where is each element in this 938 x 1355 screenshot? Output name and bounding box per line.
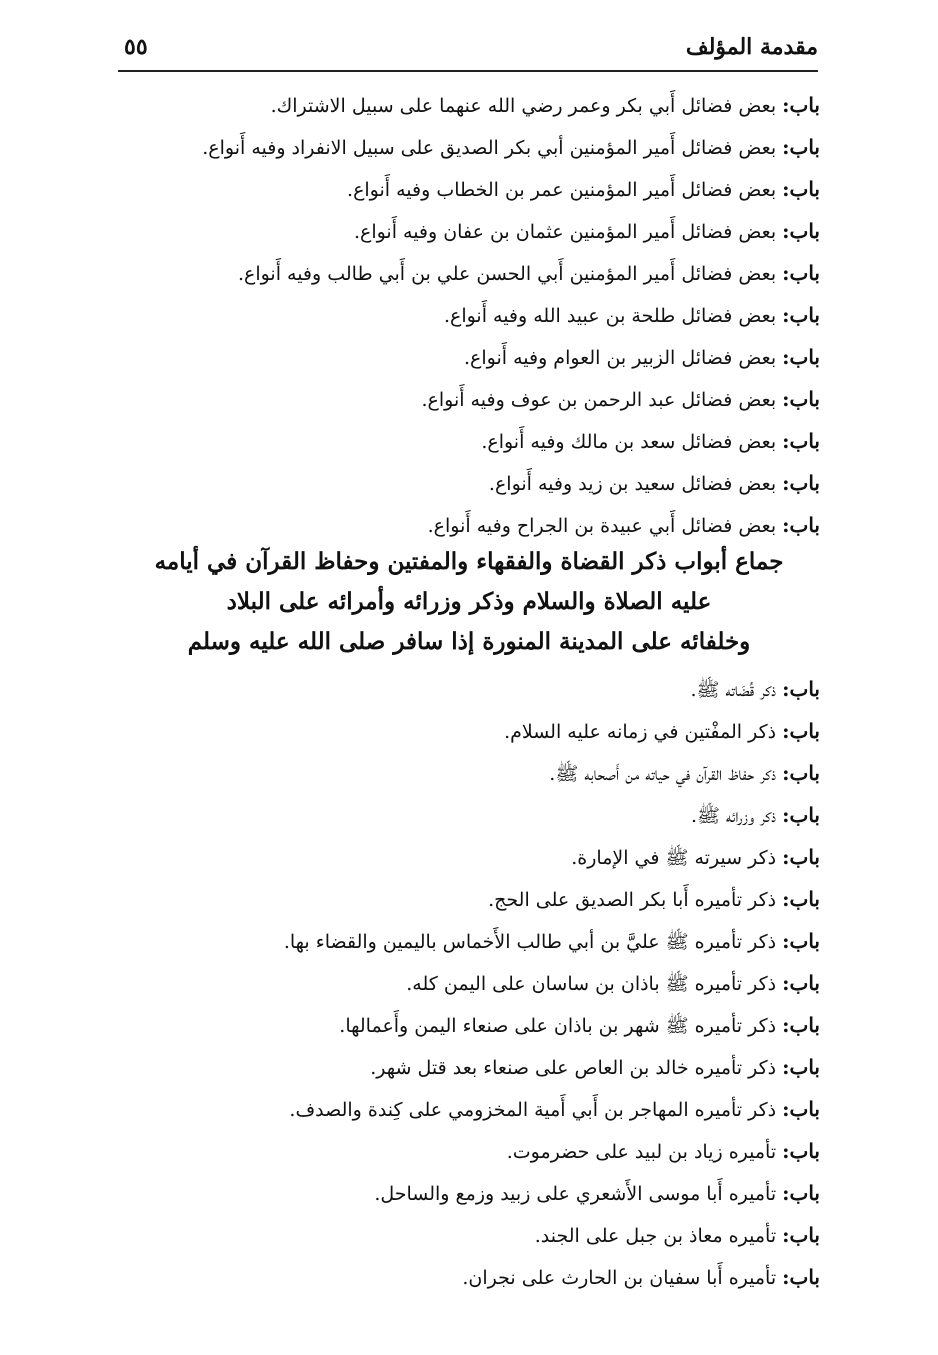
entry-text: بعض فضائل سعيد بن زيد وفيه أَنواع. (488, 473, 777, 495)
list-item (120, 126, 820, 168)
entry-label: باب: (782, 177, 820, 201)
chapter-list-virtues (120, 84, 820, 546)
list-item (120, 1004, 820, 1046)
entry-label: باب: (782, 677, 820, 701)
entry-text: تأميره زياد بن لبيد على حضرموت. (506, 1141, 777, 1163)
entry-text: بعض فضائل أَبي عبيدة بن الجراح وفيه أَنواع. (427, 515, 777, 537)
entry-text: بعض فضائل أَبي بكر وعمر رضي الله عنهما على سبيل الاشتراك. (270, 95, 777, 117)
entry-text: بعض فضائل طلحة بن عبيد الله وفيه أَنواع. (443, 305, 777, 327)
list-item (120, 462, 820, 504)
list-item (120, 962, 820, 1004)
entry-text: بعض فضائل أَمير المؤمنين أَبي الحسن علي بن أَبي طالب وفيه أَنواع. (237, 263, 777, 285)
section-heading-line: وخلفائه على المدينة المنورة إذا سافر صلى الله عليه وسلم (187, 628, 751, 655)
entry-label: باب: (782, 1139, 820, 1163)
entry-label: باب: (782, 929, 820, 953)
list-item (120, 84, 820, 126)
list-item (120, 378, 820, 420)
list-item (120, 1256, 820, 1298)
entry-text: ذكر تأميره ﷺ باذان بن ساسان على اليمن كله. (406, 973, 777, 995)
page-number: ٥٥ (124, 34, 148, 60)
entry-label: باب: (782, 719, 820, 743)
list-item (120, 1214, 820, 1256)
list-item (120, 210, 820, 252)
entry-label: باب: (782, 1223, 820, 1247)
entry-label: باب: (782, 261, 820, 285)
entry-label: باب: (782, 887, 820, 911)
list-item (120, 420, 820, 462)
entry-text: بعض فضائل أَمير المؤمنين عثمان بن عفان وفيه أَنواع. (353, 221, 777, 243)
list-item (120, 1130, 820, 1172)
entry-text: ذكر حفاظ القرآن في حياته من أَصحابه ﷺ. (549, 763, 777, 785)
entry-label: باب: (782, 471, 820, 495)
list-item (120, 878, 820, 920)
entry-text: بعض فضائل أَمير المؤمنين أبي بكر الصديق على سبيل الانفراد وفيه أَنواع. (202, 137, 777, 159)
entry-text: تأميره أَبا موسى الأَشعري على زبيد وزمع والساحل. (374, 1183, 777, 1205)
entry-text: ذكر قُضَاته ﷺ. (690, 679, 777, 701)
entry-label: باب: (782, 429, 820, 453)
entry-label: باب: (782, 513, 820, 537)
entry-text: ذكر المفْتين في زمانه عليه السلام. (504, 721, 777, 743)
running-header-title: مقدمة المؤلف (685, 34, 818, 60)
list-item (120, 794, 820, 836)
entry-label: باب: (782, 1055, 820, 1079)
page-header (118, 30, 818, 72)
list-item (120, 168, 820, 210)
section-heading (150, 542, 788, 662)
section-heading-line: عليه الصلاة والسلام وذكر وزرائه وأمرائه على البلاد (226, 588, 712, 615)
list-item (120, 294, 820, 336)
entry-text: ذكر سيرته ﷺ في الإمارة. (571, 847, 777, 869)
entry-label: باب: (782, 1013, 820, 1037)
entry-label: باب: (782, 1097, 820, 1121)
list-item (120, 336, 820, 378)
entry-text: بعض فضائل أَمير المؤمنين عمر بن الخطاب وفيه أَنواع. (347, 179, 777, 201)
list-item (120, 920, 820, 962)
entry-label: باب: (782, 387, 820, 411)
entry-label: باب: (782, 93, 820, 117)
entry-text: بعض فضائل عبد الرحمن بن عوف وفيه أَنواع. (421, 389, 777, 411)
entry-label: باب: (782, 845, 820, 869)
list-item (120, 1046, 820, 1088)
entry-label: باب: (782, 345, 820, 369)
entry-text: تأميره أَبا سفيان بن الحارث على نجران. (462, 1267, 777, 1289)
entry-label: باب: (782, 219, 820, 243)
entry-label: باب: (782, 971, 820, 995)
entry-text: ذكر وزرائه ﷺ. (691, 805, 777, 827)
list-item (120, 752, 820, 794)
entry-label: باب: (782, 1181, 820, 1205)
entry-label: باب: (782, 803, 820, 827)
list-item (120, 710, 820, 752)
entry-text: تأميره معاذ بن جبل على الجند. (534, 1225, 777, 1247)
list-item (120, 252, 820, 294)
list-item (120, 1172, 820, 1214)
entry-text: ذكر تأميره المهاجر بن أَبي أَمية المخزومي على كِندة والصدف. (289, 1099, 777, 1121)
entry-text: ذكر تأميره ﷺ عليَّ بن أبي طالب الأَخماس باليمين والقضاء بها. (283, 931, 777, 953)
entry-text: بعض فضائل سعد بن مالك وفيه أَنواع. (481, 431, 777, 453)
list-item (120, 504, 820, 546)
entry-text: ذكر تأميره خالد بن العاص على صنعاء بعد قتل شهر. (370, 1057, 777, 1079)
entry-label: باب: (782, 761, 820, 785)
entry-text: ذكر تأميره ﷺ شهر بن باذان على صنعاء اليمن وأَعمالها. (339, 1015, 777, 1037)
list-item (120, 668, 820, 710)
section-heading-line: جماع أبواب ذكر القضاة والفقهاء والمفتين وحفاظ القرآن في أيامه (154, 548, 784, 575)
entry-label: باب: (782, 135, 820, 159)
entry-text: ذكر تأميره أَبا بكر الصديق على الحج. (488, 889, 777, 911)
entry-label: باب: (782, 303, 820, 327)
entry-text: بعض فضائل الزبير بن العوام وفيه أَنواع. (464, 347, 777, 369)
list-item (120, 836, 820, 878)
chapter-list-officials (120, 668, 820, 1298)
entry-label: باب: (782, 1265, 820, 1289)
list-item (120, 1088, 820, 1130)
